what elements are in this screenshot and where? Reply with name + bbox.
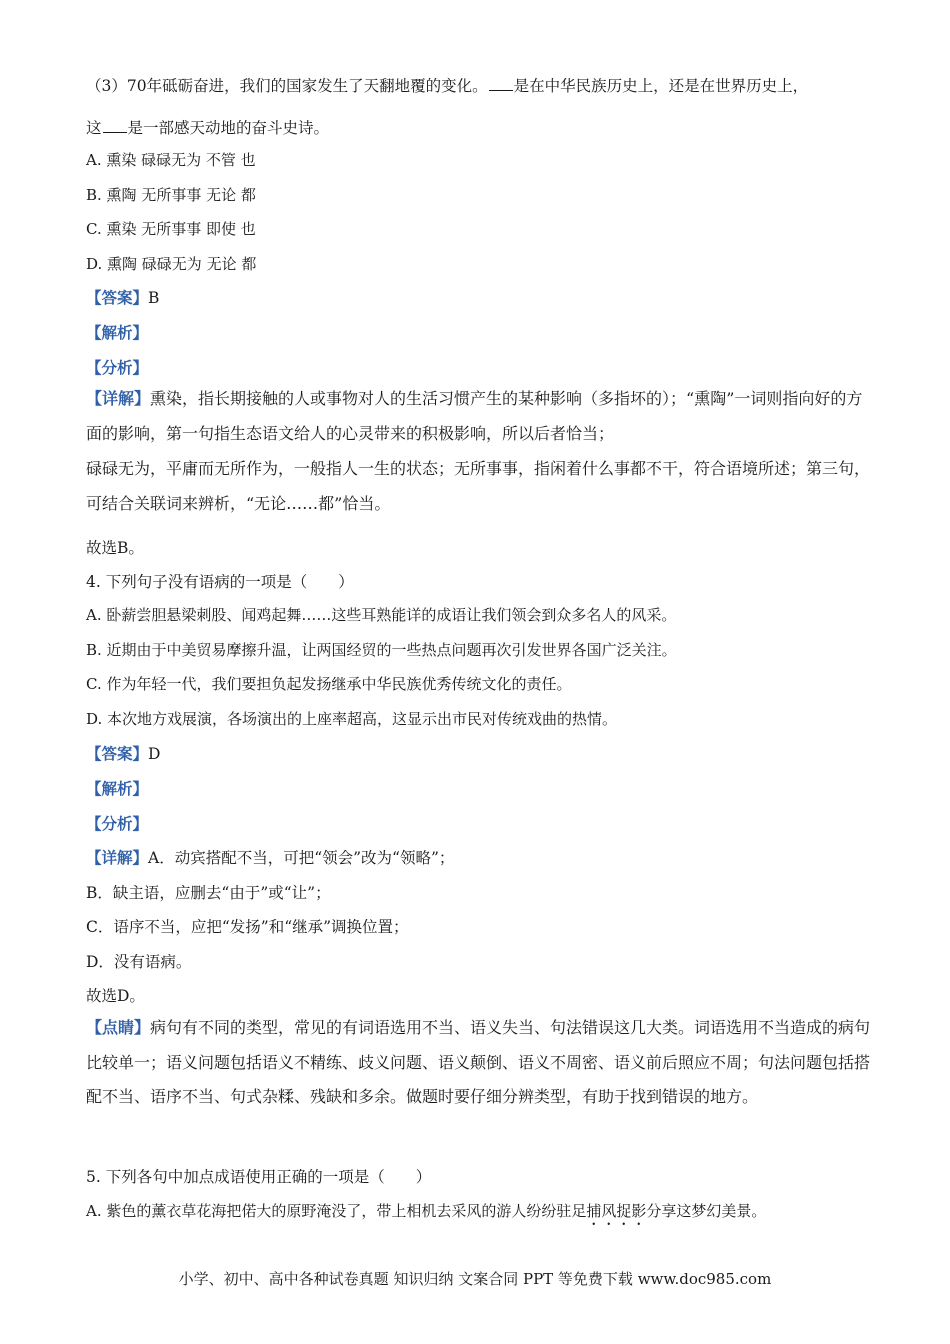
q5-option-a-post: 分享这梦幻美景。 — [646, 1202, 767, 1220]
q4-stem: 4. 下列句子没有语病的一项是（ ） — [86, 573, 354, 591]
q3-jiexi — [86, 321, 876, 343]
q3-blank-2 — [103, 118, 127, 133]
analysis-tag: 【解析】 — [86, 323, 149, 342]
answer-tag: 【答案】 — [86, 288, 149, 307]
answer-value: B — [148, 289, 160, 307]
q3-stem-part-d: 是一部感天动地的奋斗史诗。 — [127, 119, 330, 137]
dianjing-tag: 【点睛】 — [86, 1018, 151, 1037]
q3-option-a: A. 熏染 碌碌无为 不管 也 — [86, 151, 256, 169]
q3-stem-part-c: 这 — [86, 119, 102, 137]
analysis-tag: 【解析】 — [86, 779, 149, 798]
q4-detail-d: D．没有语病。 — [86, 953, 192, 971]
q3-fenxi — [86, 356, 876, 378]
q4-detail-b: B．缺主语，应删去“由于”或“让”； — [86, 884, 331, 902]
q3-detail-para1 — [86, 382, 876, 451]
q5-option-a-pre: A. 紫色的薰衣草花海把偌大的原野淹没了，带上相机去采风的游人纷纷驻足 — [86, 1202, 587, 1220]
q3-option-b: B. 熏陶 无所事事 无论 都 — [86, 186, 256, 204]
q4-detail-c: C．语序不当，应把“发扬”和“继承”调换位置； — [86, 918, 409, 936]
q3-stem-line1 — [86, 74, 876, 96]
q4-detail-a — [86, 846, 876, 868]
fenxi-tag: 【分析】 — [86, 358, 149, 377]
answer-value: D — [148, 745, 161, 763]
q4-option-b: B. 近期由于中美贸易摩擦升温，让两国经贸的一些热点问题再次引发世界各国广泛关注。 — [86, 641, 677, 659]
q3-stem-part-a: （3）70年砥砺奋进，我们的国家发生了天翻地覆的变化。 — [86, 77, 488, 95]
page-footer: 小学、初中、高中各种试卷真题 知识归纳 文案合同 PPT 等免费下载 www.doc985.com — [178, 1270, 772, 1288]
q3-option-d: D. 熏陶 碌碌无为 无论 都 — [86, 255, 257, 273]
detail-tag: 【详解】 — [86, 848, 149, 867]
q4-dianjing-para — [86, 1011, 876, 1115]
q4-jiexi — [86, 777, 876, 799]
q5-stem: 5. 下列各句中加点成语使用正确的一项是（ ） — [86, 1168, 432, 1186]
q3-choose: 故选B。 — [86, 539, 144, 557]
q4-option-a: A. 卧薪尝胆悬梁刺股、闻鸡起舞……这些耳熟能详的成语让我们领会到众多名人的风采。 — [86, 606, 677, 624]
q3-detail-para2: 碌碌无为，平庸而无所作为，一般指人一生的状态；无所事事，指闲着什么事都不干，符合语境所述；第三句，可结合关联词来辨析，“无论……都”恰当。 — [86, 459, 871, 513]
detail-tag: 【详解】 — [86, 389, 151, 408]
q5-dotted-idiom: 捕风捉影 — [586, 1202, 647, 1220]
q3-stem-part-b: 是在中华民族历史上，还是在世界历史上， — [513, 77, 809, 95]
q3-blank-1 — [489, 76, 513, 91]
q3-answer — [86, 286, 876, 308]
q3-detail-text: 熏染，指长期接触的人或事物对人的生活习惯产生的某种影响（多指坏的）；“熏陶”一词则指向好的方面的影响，第一句指生态语文给人的心灵带来的积极影响，所以后者恰当； — [86, 389, 863, 443]
q4-choose: 故选D。 — [86, 987, 145, 1005]
q4-option-c: C. 作为年轻一代，我们要担负起发扬继承中华民族优秀传统文化的责任。 — [86, 675, 572, 693]
answer-tag: 【答案】 — [86, 744, 149, 763]
q5-option-a — [86, 1200, 876, 1229]
q4-answer — [86, 742, 876, 764]
q3-option-c: C. 熏染 无所事事 即使 也 — [86, 220, 256, 238]
q4-option-d: D. 本次地方戏展演，各场演出的上座率超高，这显示出市民对传统戏曲的热情。 — [86, 710, 618, 728]
q4-dianjing-text: 病句有不同的类型，常见的有词语选用不当、语义失当、句法错误这几大类。词语选用不当造成的病句比较单一；语义问题包括语义不精练、歧义问题、语义颠倒、语义不周密、语义前后照应不周；句法问题包括搭配不当、语序不当、句式杂糅、残缺和多余。做题时要仔细分辨类型，有助于找到错误的地方。 — [86, 1018, 871, 1106]
q3-stem-line2 — [86, 116, 876, 138]
q4-detail-text: A．动宾搭配不当，可把“领会”改为“领略”； — [148, 849, 455, 867]
fenxi-tag: 【分析】 — [86, 814, 149, 833]
q4-fenxi — [86, 812, 876, 834]
